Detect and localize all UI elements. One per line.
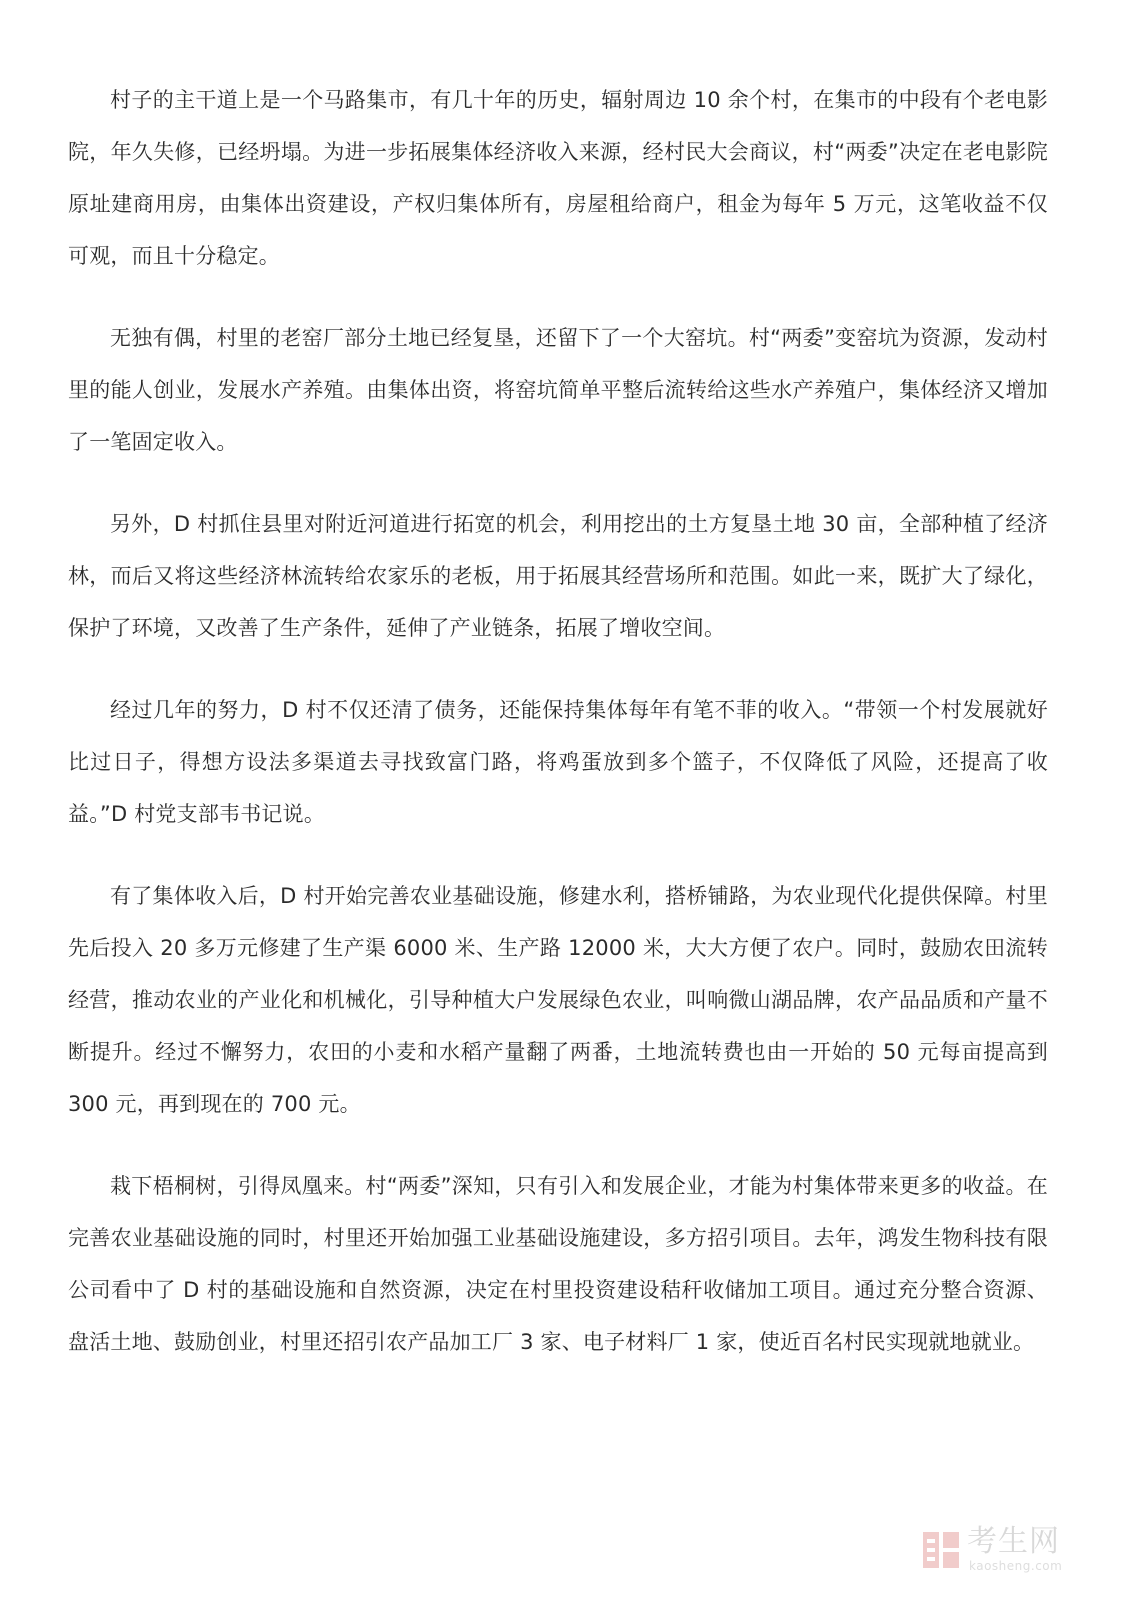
paragraph-industry: 栽下梧桐树，引得凤凰来。村“两委”深知，只有引入和发展企业，才能为村集体带来更多的收益。在完善农业基础设施的同时，村里还开始加强工业基础设施建设，多方招引项目。去年，鸿发生物科技有限公司看中了 D 村的基础设施和自然资源，决定在村里投资建设秸秆收储加工项目。通过充分整合资源、盘活土地、鼓励创业，村里还招引农产品加工厂 3 家、电子材料厂 1 家，使近百名村民实现就地就业。 — [68, 1174, 1048, 1354]
paragraph-kiln-pit: 无独有偶，村里的老窑厂部分土地已经复垦，还留下了一个大窑坑。村“两委”变窑坑为资源，发动村里的能人创业，发展水产养殖。由集体出资，将窑坑简单平整后流转给这些水产养殖户，集体经济又增加了一笔固定收入。 — [68, 326, 1048, 454]
watermark-logo-icon — [921, 1530, 961, 1570]
paragraph-agriculture: 有了集体收入后，D 村开始完善农业基础设施，修建水利，搭桥铺路，为农业现代化提供保障。村里先后投入 20 多万元修建了生产渠 6000 米、生产路 12000 米，大大方便了农户。同时，鼓励农田流转经营，推动农业的产业化和机械化，引导种植大户发展绿色农业，叫响微山湖品牌，农产品品质和产量不断提升。经过不懈努力，农田的小麦和水稻产量翻了两番，土地流转费也由一开始的 50 元每亩提高到 300 元，再到现在的 700 元。 — [68, 884, 1048, 1116]
watermark-url: kaosheng.com — [969, 1559, 1063, 1573]
watermark-name: 考生网 — [967, 1524, 1060, 1559]
paragraph-market: 村子的主干道上是一个马路集市，有几十年的历史，辐射周边 10 余个村，在集市的中段有个老电影院，年久失修，已经坍塌。为进一步拓展集体经济收入来源，经村民大会商议，村“两委”决定在老电影院原址建商用房，由集体出资建设，产权归集体所有，房屋租给商户，租金为每年 5 万元，这笔收益不仅可观，而且十分稳定。 — [68, 88, 1048, 268]
paragraph-economic-forest: 另外，D 村抓住县里对附近河道进行拓宽的机会，利用挖出的土方复垦土地 30 亩，全部种植了经济林，而后又将这些经济林流转给农家乐的老板，用于拓展其经营场所和范围。如此一来，既扩大了绿化，保护了环境，又改善了生产条件，延伸了产业链条，拓展了增收空间。 — [68, 512, 1048, 640]
document-body — [68, 74, 1048, 1398]
watermark — [921, 1524, 1097, 1574]
paragraph-debt-cleared: 经过几年的努力，D 村不仅还清了债务，还能保持集体每年有笔不菲的收入。“带领一个村发展就好比过日子，得想方设法多渠道去寻找致富门路，将鸡蛋放到多个篮子，不仅降低了风险，还提高了收益。”D 村党支部韦书记说。 — [68, 698, 1048, 826]
